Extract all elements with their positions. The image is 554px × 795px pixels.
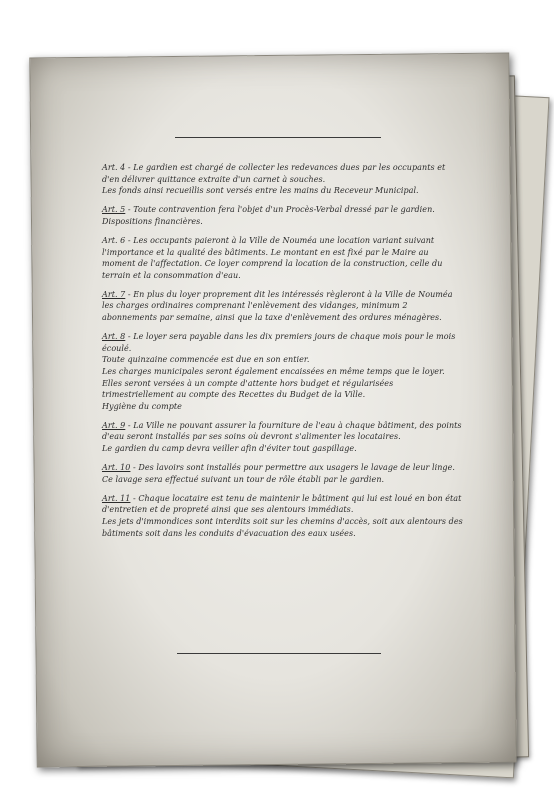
article-body: - Le loyer sera payable dans les dix premiers jours de chaque mois pour le mois écoulé. [102,332,456,353]
article-9 [102,420,464,455]
article-label: Art. 7 [102,289,126,299]
article-5 [102,204,464,227]
article-label: Art. 10 [102,463,131,473]
article-label: Art. 9 [102,420,126,430]
article-label: Art. 6 [102,235,126,245]
article-6 [102,235,464,281]
article-10 [102,462,464,485]
article-extra: Les jets d'immondices sont interdits soit sur les chemins d'accès, soit aux alentours des bâtiments soit dans les conduits d'évacuation des eaux usées. [102,516,463,538]
article-label: Art. 4 [102,163,126,172]
article-label: Art. 8 [102,332,126,342]
article-label: Art. 11 [102,493,131,503]
article-extra: Les fonds ainsi recueillis sont versés entre les mains du Receveur Municipal. [102,186,419,196]
article-body: - Les occupants paieront à la Ville de Nouméa une location variant suivant l'importance et la qualité des bâtiments. Le montant en est fixé par le Maire au moment de l'affectation. Ce loyer comprend la location de la construction, celle du terrain et la consommation d'eau. [102,235,443,280]
article-8 [102,331,464,412]
section-heading: Dispositions financières. [102,216,203,226]
article-label: Art. 5 [102,205,126,215]
article-4 [102,162,464,197]
bottom-divider [177,653,381,654]
article-11 [102,493,464,539]
article-body: - La Ville ne pouvant assurer la fourniture de l'eau à chaque bâtiment, des points d'eau seront installés par ses soins où devront s'alimenter les locataires. [102,420,462,442]
article-body: - Chaque locataire est tenu de maintenir le bâtiment qui lui est loué en bon état d'entretien et de propreté ainsi que ses alentours immédiats. [102,493,462,515]
article-extra: Le gardien du camp devra veiller afin d'éviter tout gaspillage. [102,443,357,453]
article-7 [102,289,464,324]
regulation-text [102,162,464,547]
top-divider [175,137,381,138]
article-extra: Toute quinzaine commencée est due en son entier. Les charges municipales seront également encaissées en même temps que le loyer. Elles seront versées à un compte d'attente hors budget et régularisées trimestriellement au compte des Recettes du Budget de la Ville. Hygiène du compte [102,355,445,411]
article-body: - Des lavoirs sont installés pour permettre aux usagers le lavage de leur linge. Ce lavage sera effectué suivant un tour de rôle établi par le gardien. [102,463,455,484]
article-body: - Le gardien est chargé de collecter les redevances dues par les occupants et d'en délivrer quittance extraite d'un carnet à souches. [102,163,446,184]
article-body: - Toute contravention fera l'objet d'un Procès-Verbal dressé par le gardien. [125,205,435,215]
article-body: - En plus du loyer proprement dit les intéressés règleront à la Ville de Nouméa les charges ordinaires comprenant l'enlèvement des vidanges, minimum 2 abonnements par semaine, ainsi que la taxe d'enlèvement des ordures ménagères. [102,289,453,323]
